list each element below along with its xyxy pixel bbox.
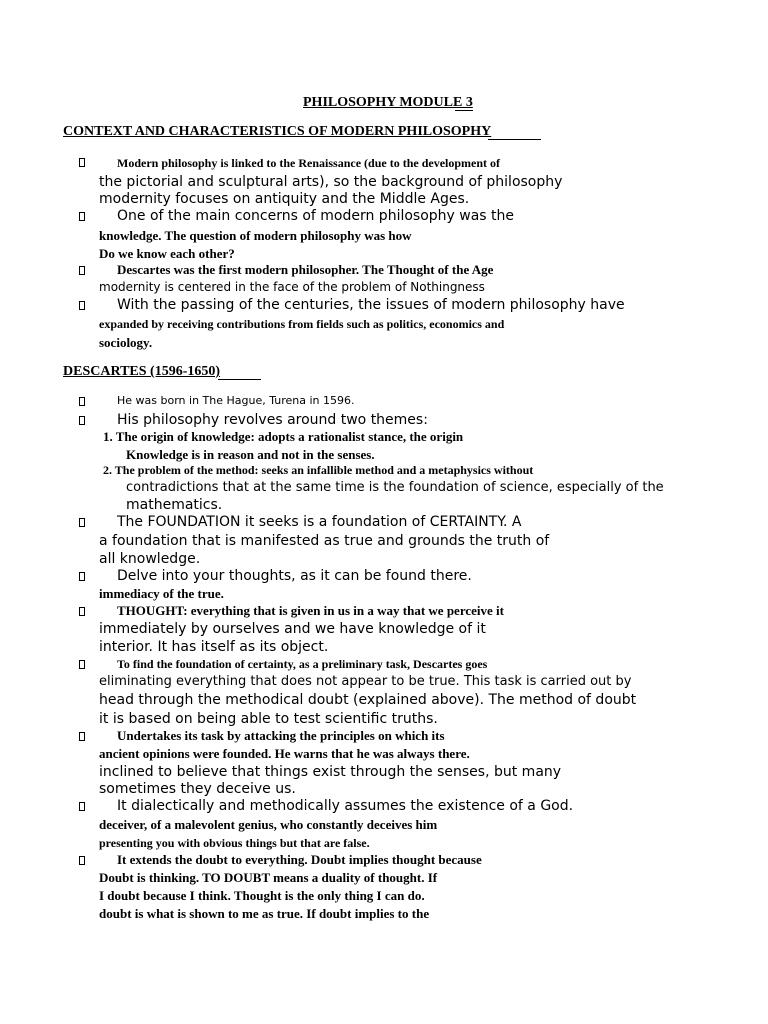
numbered-item: mathematics. <box>126 497 223 513</box>
bullet-text: presenting you with obvious things but that are false. <box>99 836 370 850</box>
bullet-text: immediacy of the true. <box>99 586 224 601</box>
bullet-text: modernity is centered in the face of the problem of Nothingness <box>99 280 485 294</box>
numbered-item: 2. The problem of the method: seeks an infallible method and a metaphysics without <box>103 463 534 477</box>
bullet-text: knowledge. The question of modern philosophy was how <box>99 228 412 243</box>
bullet-text: THOUGHT: everything that is given in us in a way that we perceive it <box>117 603 504 618</box>
bullet-icon <box>79 212 85 221</box>
bullet-text: Do we know each other? <box>99 246 235 261</box>
bullet-text: it is based on being able to test scientific truths. <box>99 711 438 727</box>
bullet-text: Descartes was the first modern philosopher. The Thought of the Age <box>117 262 494 277</box>
bullet-text: His philosophy revolves around two themes: <box>117 412 428 428</box>
bullet-icon <box>79 607 85 616</box>
bullet-icon <box>79 416 85 425</box>
bullet-text: deceiver, of a malevolent genius, who constantly deceives him <box>99 817 438 832</box>
bullet-text: immediately by ourselves and we have knowledge of it <box>99 621 486 637</box>
bullet-text: The FOUNDATION it seeks is a foundation of CERTAINTY. A <box>117 514 522 530</box>
bullet-text: sociology. <box>99 335 153 350</box>
bullet-icon <box>79 856 85 865</box>
bullet-text: interior. It has itself as its object. <box>99 639 329 655</box>
bullet-text: Modern philosophy is linked to the Renaissance (due to the development of <box>117 156 501 170</box>
bullet-icon <box>79 266 85 275</box>
bullet-text: ancient opinions were founded. He warns that he was always there. <box>99 746 470 761</box>
bullet-text: To find the foundation of certainty, as a preliminary task, Descartes goes <box>117 657 488 671</box>
section-heading-descartes: DESCARTES (1596-1650) <box>63 364 221 379</box>
bullet-text: It extends the doubt to everything. Doubt implies thought because <box>117 852 482 867</box>
bullet-text: With the passing of the centuries, the issues of modern philosophy have <box>117 297 625 313</box>
bullet-icon <box>79 732 85 741</box>
bullet-text: eliminating everything that does not appear to be true. This task is carried out by <box>99 674 632 689</box>
bullet-icon <box>79 518 85 527</box>
bullet-text: a foundation that is manifested as true and grounds the truth of <box>99 533 550 549</box>
page-title: PHILOSOPHY MODULE 3 <box>303 95 473 110</box>
bullet-text: One of the main concerns of modern philosophy was the <box>117 208 515 224</box>
bullet-icon <box>79 660 85 669</box>
bullet-text: head through the methodical doubt (explained above). The method of doubt <box>99 692 637 708</box>
bullet-icon <box>79 572 85 581</box>
bullet-text: all knowledge. <box>99 551 201 567</box>
bullet-text: It dialectically and methodically assumes the existence of a God. <box>117 798 574 814</box>
bullet-icon <box>79 397 85 406</box>
bullet-text: expanded by receiving contributions from fields such as politics, economics and <box>99 317 505 331</box>
bullet-icon <box>79 158 85 167</box>
section-heading-underline-tail <box>488 139 541 140</box>
bullet-text: Doubt is thinking. TO DOUBT means a duality of thought. If <box>99 870 438 885</box>
numbered-item: contradictions that at the same time is the foundation of science, especially of the <box>126 480 664 495</box>
bullet-text: I doubt because I think. Thought is the only thing I can do. <box>99 888 425 903</box>
bullet-text: He was born in The Hague, Turena in 1596. <box>117 394 355 407</box>
bullet-icon <box>79 802 85 811</box>
title-underline-tail <box>455 110 473 111</box>
bullet-text: inclined to believe that things exist through the senses, but many <box>99 764 562 780</box>
bullet-text: the pictorial and sculptural arts), so the background of philosophy <box>99 174 563 190</box>
section-heading-underline-tail <box>218 379 261 380</box>
bullet-icon <box>79 301 85 310</box>
numbered-item: 1. The origin of knowledge: adopts a rationalist stance, the origin <box>103 429 464 444</box>
bullet-text: Undertakes its task by attacking the principles on which its <box>117 728 445 743</box>
bullet-text: doubt is what is shown to me as true. If doubt implies to the <box>99 906 430 921</box>
numbered-item: Knowledge is in reason and not in the senses. <box>126 447 375 462</box>
bullet-text: modernity focuses on antiquity and the Middle Ages. <box>99 191 470 207</box>
bullet-text: sometimes they deceive us. <box>99 781 296 797</box>
section-heading-context: CONTEXT AND CHARACTERISTICS OF MODERN PHILOSOPHY <box>63 124 492 139</box>
bullet-text: Delve into your thoughts, as it can be found there. <box>117 568 472 584</box>
